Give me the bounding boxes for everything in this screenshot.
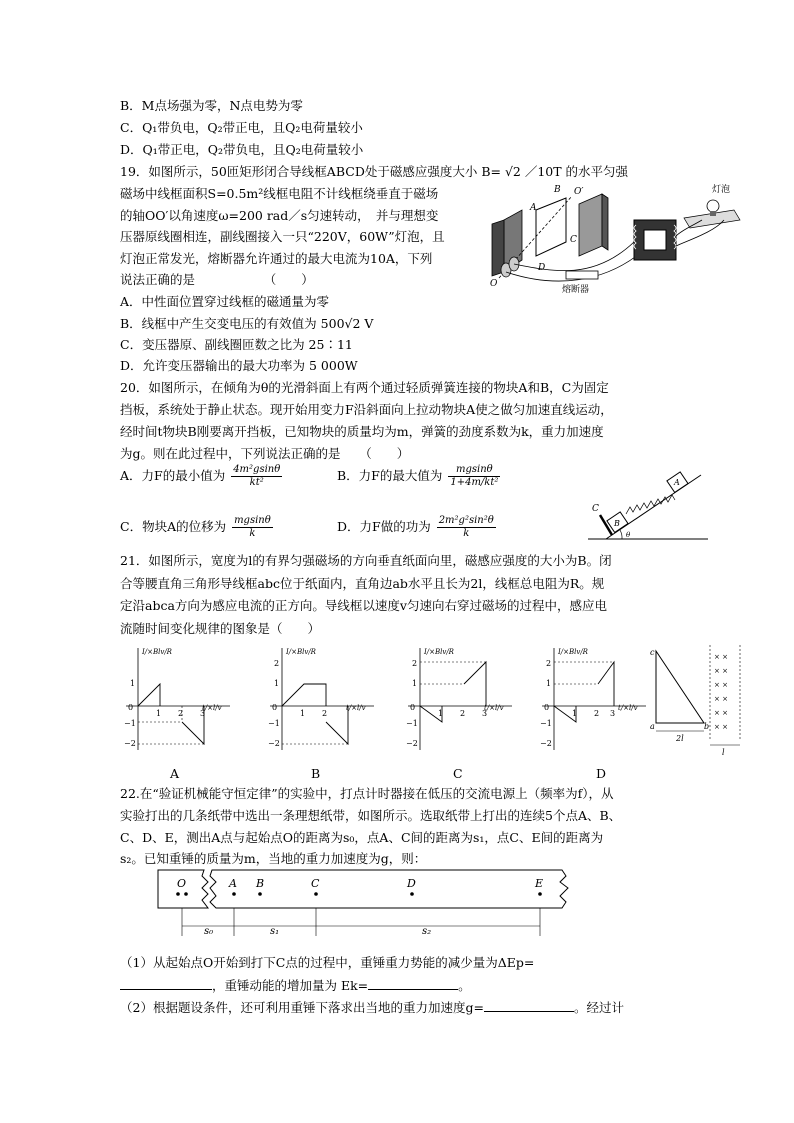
x-tick-1: 1	[156, 709, 162, 718]
q18-option-c: C．Q₁带负电，Q₂带正电，且Q₂电荷量较小	[120, 120, 363, 135]
label-C: C	[570, 235, 577, 245]
q18-option-d: D．Q₁带正电，Q₂带负电，且Q₂电荷量较小	[120, 142, 364, 157]
y-axis-label: I/×Blv/R	[142, 648, 172, 656]
fraction-numerator: 2m²g²sin²θ	[438, 515, 494, 526]
q21-stem-line2: 合等腰直角三角形导线框abc位于纸面内，直角边ab水平且长为2l，线框总电阻为R。规	[120, 576, 605, 591]
point-B: B	[256, 877, 265, 890]
q21-graph-c-label: C	[453, 766, 463, 781]
y-tick-2: 2	[412, 659, 418, 668]
q22-part1-end: 。	[458, 978, 471, 993]
y-tick-neg2: −2	[124, 739, 136, 748]
q20-stem-line2: 挡板，系统处于静止状态。现开始用变力F沿斜面向上拉动物块A使之做匀加速直线运动，	[120, 402, 613, 417]
label-C: C	[592, 504, 599, 514]
y-tick-1: 1	[130, 679, 136, 688]
q21-graph-a-label: A	[170, 766, 180, 781]
q21-graph-d-label: D	[596, 766, 607, 781]
q21-graph-d	[534, 640, 659, 755]
svg-text:× ×: × ×	[714, 681, 728, 689]
x-tick-3: 3	[482, 709, 488, 718]
label-B: B	[554, 185, 561, 195]
y-tick-0: 0	[272, 703, 278, 712]
y-tick-2: 2	[274, 659, 280, 668]
q21-graph-c	[400, 640, 525, 755]
label-A: A	[530, 203, 537, 213]
label-O-prime: O′	[574, 187, 584, 197]
q20-option-c-fraction	[232, 515, 273, 540]
x-tick-2: 2	[460, 709, 466, 718]
q22-part1-text2: ，重锤动能的增加量为 Ek=	[212, 978, 369, 993]
svg-text:× ×: × ×	[714, 723, 728, 731]
label-theta: θ	[626, 531, 631, 539]
q21-stem-line4: 流随时间变化规律的图象是（ ）	[120, 621, 321, 636]
x-tick-2: 2	[594, 709, 600, 718]
x-tick-1: 1	[300, 709, 306, 718]
q19-stem-line4: 压器原线圈相连，副线圈接入一只“220V，60W”灯泡，且	[120, 229, 445, 244]
fraction-denominator: k	[232, 527, 273, 540]
q19-option-c: C．变压器原、副线圈匝数之比为 25∶11	[120, 337, 353, 352]
q20-option-d-text: D．力F做的功为	[337, 519, 431, 534]
q21-stem-line1: 21．如图所示，宽度为l的有界匀强磁场的方向垂直纸面向里，磁感应强度的大小为B。闭	[120, 553, 612, 568]
q20-stem-line4: 为g。则在此过程中，下列说法正确的是 （ ）	[120, 446, 410, 461]
q18-option-b: B．M点场强为零，N点电势为零	[120, 98, 303, 113]
answer-blank-ep[interactable]	[120, 977, 212, 990]
q21-graph-a	[118, 640, 243, 755]
y-tick-2: 2	[546, 659, 552, 668]
y-axis-label: I/×Blv/R	[424, 648, 454, 656]
label-s0: s₀	[204, 926, 214, 937]
q20-option-d-fraction	[437, 515, 496, 540]
q22-part2-line	[120, 999, 624, 1016]
label-l: l	[722, 748, 725, 757]
label-D: D	[538, 263, 546, 273]
q22-part2-text: （2）根据题设条件，还可利用重锤下落求出当地的重力加速度g=	[120, 1000, 484, 1015]
q19-stem-line6: 说法正确的是 （ ）	[120, 272, 314, 287]
point-C: C	[311, 877, 320, 890]
point-A: A	[229, 877, 237, 890]
q22-stem-line3: C、D、E，测出A点与起始点O的距离为s₀，点A、C间的距离为s₁，点C、E间的距离为	[120, 830, 604, 845]
q22-part1-line1	[120, 955, 534, 971]
x-tick-3: 3	[610, 709, 616, 718]
q22-stem-line2: 实验打出的几条纸带中选出一条理想纸带，如图所示。选取纸带上打出的连续5个点A、B、	[120, 808, 622, 823]
q21-graph-b	[262, 640, 387, 755]
y-tick-neg1: −1	[540, 719, 552, 728]
y-tick-neg2: −2	[268, 739, 280, 748]
q20-option-a-fraction	[231, 464, 282, 489]
svg-text:× ×: × ×	[714, 667, 728, 675]
q20-stem-line3: 经时间t物块B刚要离开挡板，已知物块的质量均为m，弹簧的劲度系数为k，重力加速度	[120, 424, 604, 439]
y-tick-neg2: −2	[406, 739, 418, 748]
q20-option-b-text: B．力F的最大值为	[337, 468, 443, 483]
q22-part1-line2	[120, 977, 471, 994]
q22-part2-end: 。经过计	[573, 1000, 624, 1015]
x-tick-3: 3	[200, 709, 206, 718]
q20-stem-line1: 20．如图所示，在倾角为θ的光滑斜面上有两个通过轻质弹簧连接的物块A和B，C为固定	[120, 380, 609, 395]
label-B: B	[614, 519, 620, 528]
y-axis-label: I/×Blv/R	[558, 648, 588, 656]
q21-triangle-field-figure	[648, 645, 744, 760]
q20-option-d	[337, 513, 498, 541]
answer-blank-ek[interactable]	[368, 977, 458, 990]
label-s2: s₂	[422, 926, 432, 937]
x-axis-label: t/×l/v	[484, 704, 504, 712]
y-tick-neg1: −1	[124, 719, 136, 728]
label-c: c	[650, 648, 655, 657]
q22-stem-line4: s₂。已知重锤的质量为m，当地的重力加速度为g，则：	[120, 851, 427, 866]
q19-stem-line1: 19．如图所示，50匝矩形闭合导线框ABCD处于磁感应强度大小 B= √2 ／10T 的水平匀强	[120, 164, 629, 179]
svg-text:× ×: × ×	[714, 653, 728, 661]
label-lamp: 灯泡	[712, 185, 731, 195]
q22-part1-text: （1）从起始点O开始到打下C点的过程中，重锤重力势能的减少量为ΔEp=	[120, 955, 535, 970]
y-tick-0: 0	[544, 703, 550, 712]
label-a: a	[650, 722, 655, 731]
q19-option-d: D．允许变压器输出的最大功率为 5 000W	[120, 358, 358, 373]
x-tick-1: 1	[572, 709, 578, 718]
label-b: b	[704, 722, 710, 731]
y-tick-neg2: −2	[540, 739, 552, 748]
q21-graph-b-label: B	[311, 766, 321, 781]
x-axis-label: t/×l/v	[346, 704, 366, 712]
fraction-numerator: mgsinθ	[456, 464, 493, 475]
label-s1: s₁	[270, 926, 280, 937]
q20-option-b-fraction	[448, 464, 500, 489]
svg-text:× ×: × ×	[714, 709, 728, 717]
label-fuse: 熔断器	[562, 285, 590, 295]
label-2l: 2l	[676, 734, 684, 743]
q19-stem-line2: 磁场中线框面积S=0.5m²线框电阻不计线框绕垂直于磁场	[120, 186, 439, 201]
paper-tape-figure	[150, 868, 580, 940]
x-axis-label: t/×l/v	[618, 704, 638, 712]
y-tick-0: 0	[410, 703, 416, 712]
answer-blank-g[interactable]	[484, 999, 574, 1012]
q19-option-a: A．中性面位置穿过线框的磁通量为零	[120, 294, 330, 309]
y-tick-0: 0	[128, 703, 134, 712]
q22-stem-line1: 22.在“验证机械能守恒定律”的实验中，打点计时器接在低压的交流电源上（频率为f），从	[120, 786, 614, 801]
point-D: D	[407, 877, 416, 890]
x-tick-2: 2	[178, 709, 184, 718]
x-axis-label: t/×l/v	[202, 704, 222, 712]
incline-spring-figure	[586, 455, 711, 545]
q19-stem-line3: 的轴OO′以角速度ω=200 rad／s匀速转动， 并与理想变	[120, 208, 439, 223]
fraction-denominator: 1+4m/kt²	[450, 477, 499, 488]
y-tick-neg1: −1	[406, 719, 418, 728]
label-A: A	[674, 478, 680, 487]
q20-option-c	[120, 513, 275, 541]
q21-stem-line3: 定沿abca方向为感应电流的正方向。导线框以速度v匀速向右穿过磁场的过程中，感应电	[120, 598, 607, 613]
y-tick-1: 1	[274, 679, 280, 688]
label-O: O	[490, 279, 498, 289]
q20-option-a	[120, 462, 284, 490]
y-tick-1: 1	[412, 679, 418, 688]
q20-option-a-text: A．力F的最小值为	[120, 468, 226, 483]
q19-option-b: B．线框中产生交变电压的有效值为 500√2 V	[120, 316, 374, 331]
fraction-numerator: 4m²gsinθ	[233, 464, 281, 475]
y-tick-neg1: −1	[268, 719, 280, 728]
q20-option-b	[337, 462, 502, 490]
fraction-numerator: mgsinθ	[234, 515, 271, 526]
fraction-denominator: k	[437, 527, 496, 540]
q20-option-c-text: C．物块A的位移为	[120, 519, 227, 534]
fraction-denominator: kt²	[231, 476, 282, 489]
point-O: O	[177, 877, 187, 890]
q19-stem-line5: 灯泡正常发光，熔断器允许通过的最大电流为10A，下列	[120, 251, 433, 266]
generator-transformer-figure	[484, 180, 746, 295]
y-axis-label: I/×Blv/R	[286, 648, 316, 656]
x-tick-1: 1	[438, 709, 444, 718]
y-tick-1: 1	[546, 679, 552, 688]
x-tick-2: 2	[322, 709, 328, 718]
point-E: E	[535, 877, 544, 890]
svg-text:× ×: × ×	[714, 695, 728, 703]
